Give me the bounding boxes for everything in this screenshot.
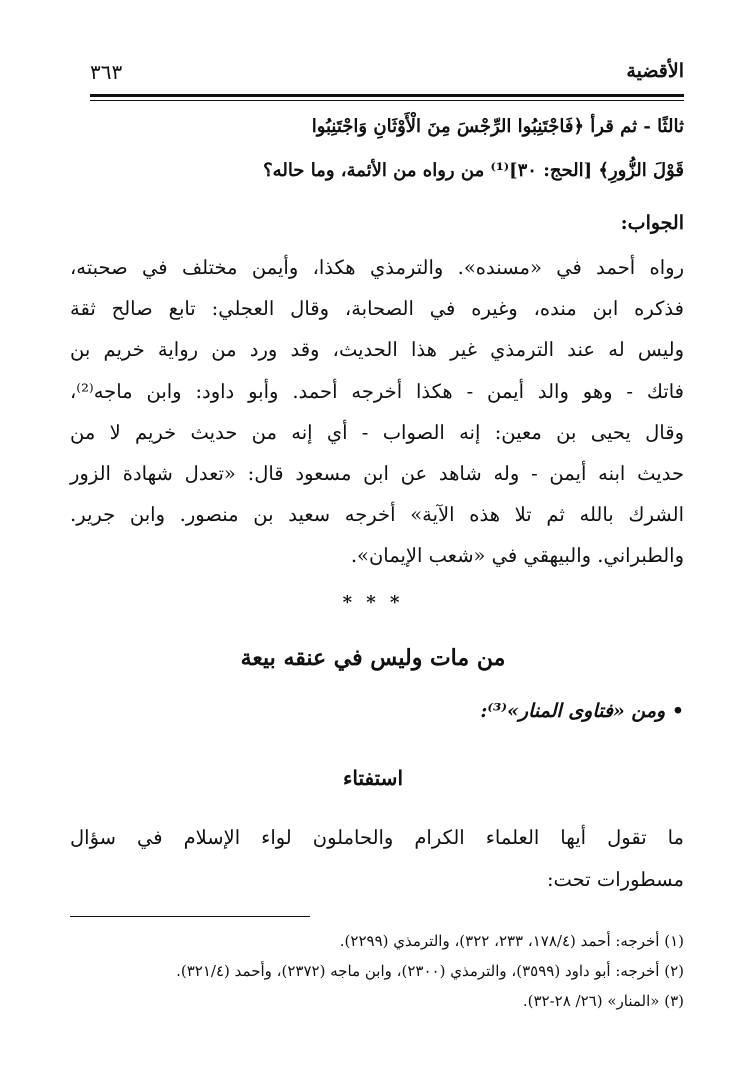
running-header-title: الأقضية bbox=[626, 60, 684, 82]
answer-label: الجواب: bbox=[620, 212, 684, 234]
section-title: من مات وليس في عنقه بيعة bbox=[240, 645, 506, 671]
header-rule-thin bbox=[90, 100, 684, 101]
footnote: (٢) أخرجه: أبو داود (٣٥٩٩)، والترمذي (٢٣٠٠)، وابن ماجه (٢٣٧٢)، وأحمد (٣٢١/٤). bbox=[176, 962, 684, 980]
answer-line: وقال يحيى بن معين: إنه الصواب - أي إنه من حديث خريم لا من bbox=[70, 421, 684, 444]
answer-line: فذكره ابن منده، وغيره في الصحابة، وقال العجلي: تابع صالح ثقة bbox=[70, 297, 684, 320]
header-rule-thick bbox=[90, 94, 684, 97]
answer-line: حديث ابنه أيمن - وله شاهد عن ابن مسعود قال: «تعدل شهادة الزور bbox=[70, 462, 684, 485]
body-line: مسطورات تحت: bbox=[546, 868, 684, 891]
body-line: ما تقول أيها العلماء الكرام والحاملون لواء الإسلام في سؤال bbox=[70, 826, 684, 849]
footnote: (٣) «المنار» (٢٦/ ٢٨-٣٢). bbox=[522, 992, 684, 1010]
answer-line: والطبراني. والبيهقي في «شعب الإيمان». bbox=[350, 544, 684, 567]
question-line-2: قَوْلَ الزُّورِ﴾ [الحج: ٣٠]⁽¹⁾ من رواه من الأئمة، وما حاله؟ bbox=[263, 160, 684, 181]
answer-line: رواه أحمد في «مسنده». والترمذي هكذا، وأيمن مختلف في صحبته، bbox=[70, 256, 684, 279]
subtitle: استفتاء bbox=[343, 766, 403, 790]
question-line-1: ثالثًا - ثم قرأ ﴿فَاجْتَنِبُوا الرِّجْسَ مِنَ الْأَوْثَانِ وَاجْتَنِبُوا bbox=[311, 116, 684, 137]
footnote-rule bbox=[70, 916, 310, 917]
page-number: ٣٦٣ bbox=[90, 60, 123, 84]
answer-line: الشرك بالله ثم تلا هذه الآية» أخرجه سعيد بن منصور. وابن جرير. bbox=[70, 503, 684, 526]
answer-line: فاتك - وهو والد أيمن - هكذا أخرجه أحمد. وأبو داود: وابن ماجه⁽²⁾، bbox=[70, 380, 684, 403]
section-separator: * * * bbox=[342, 592, 404, 613]
answer-line: وليس له عند الترمذي غير هذا الحديث، وقد ورد من رواية خريم بن bbox=[70, 338, 684, 361]
source-line: • ومن «فتاوى المنار»⁽³⁾: bbox=[480, 700, 684, 722]
footnote: (١) أخرجه: أحمد (١٧٨/٤، ٢٣٣، ٣٢٢)، والترمذي (٢٢٩٩). bbox=[339, 932, 684, 950]
